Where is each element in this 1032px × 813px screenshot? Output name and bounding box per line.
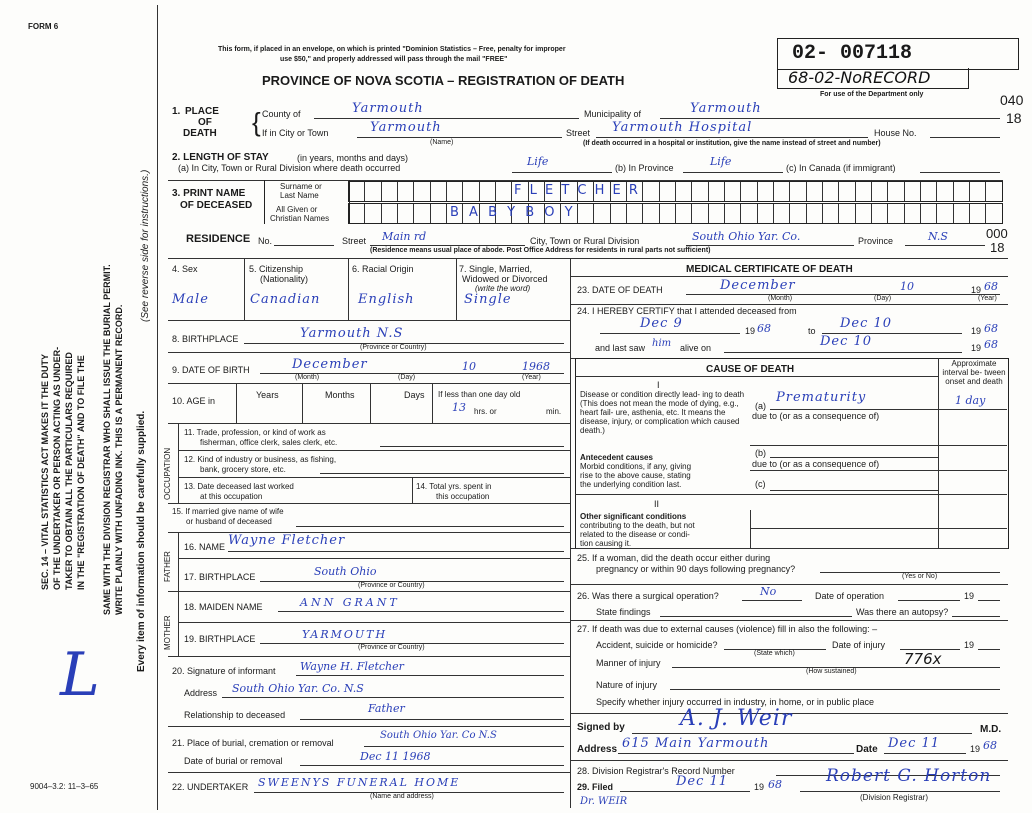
dod-label: 23. DATE OF DEATH bbox=[577, 285, 663, 295]
marital-value: Single bbox=[464, 292, 512, 307]
md-label: M.D. bbox=[980, 724, 1002, 735]
dob-year: 1968 bbox=[522, 360, 550, 373]
racial-label: 6. Racial Origin bbox=[352, 264, 414, 274]
sex-label: 4. Sex bbox=[172, 264, 198, 274]
deceased-label-1: 3. PRINT NAME bbox=[172, 188, 246, 199]
item-14-line-1: 14. Total yrs. spent in bbox=[416, 482, 492, 491]
left-margin-mark: L bbox=[60, 640, 100, 710]
citizenship-value: Canadian bbox=[250, 292, 321, 307]
municipality-label: Municipality of bbox=[584, 109, 642, 119]
sign-year: 68 bbox=[983, 739, 997, 752]
attended-from-year: 68 bbox=[757, 322, 771, 335]
q27-label: 27. If death was due to external causes (violence) fill in also the following: – bbox=[577, 624, 878, 634]
injury-code: 776x bbox=[904, 650, 942, 668]
q29-label: 29. Filed bbox=[577, 782, 614, 792]
sign-year-prefix: 19 bbox=[970, 744, 981, 754]
margin-code-1: 040 bbox=[1000, 92, 1024, 108]
item-14-line-2: this occupation bbox=[436, 492, 490, 501]
burial-date-label: Date of burial or removal bbox=[184, 756, 283, 766]
nature-label: Nature of injury bbox=[596, 680, 658, 690]
registration-number: 02- 007118 bbox=[792, 42, 913, 65]
birthplace-value: Yarmouth N.S bbox=[300, 326, 404, 341]
residence-province-value: N.S bbox=[928, 230, 948, 243]
dod-day-caption: (Day) bbox=[874, 295, 892, 302]
residence-label: RESIDENCE bbox=[186, 233, 251, 245]
age-min-label: min. bbox=[546, 407, 562, 416]
cause-heading: CAUSE OF DEATH bbox=[706, 364, 795, 375]
from-year-prefix: 19 bbox=[745, 326, 756, 336]
alive-year: 68 bbox=[984, 338, 998, 351]
dob-month-caption: (Month) bbox=[295, 374, 320, 381]
attended-from-value: Dec 9 bbox=[640, 316, 683, 331]
age-days-label: Days bbox=[404, 390, 425, 400]
autopsy-label: Was there an autopsy? bbox=[856, 607, 949, 617]
dob-label: 9. DATE OF BIRTH bbox=[172, 365, 250, 375]
to-label: to bbox=[808, 326, 816, 336]
birthplace-caption: (Province or Country) bbox=[360, 344, 427, 351]
mother-birthplace-label: 19. BIRTHPLACE bbox=[184, 634, 256, 644]
sidebar-text-5: SAME WITH THE DIVISION REGISTRAR WHO SHALL ISSUE THE BURIAL PERMIT. bbox=[102, 264, 112, 615]
item-13-line-1: 13. Date deceased last worked bbox=[184, 482, 294, 491]
margin-code-4: 18 bbox=[990, 240, 1005, 255]
attended-to-year: 68 bbox=[984, 322, 998, 335]
q26-label: 26. Was there a surgical operation? bbox=[577, 591, 719, 601]
mother-name-value: ANN GRANT bbox=[300, 596, 400, 609]
age-less-label: If less than one day old bbox=[438, 390, 521, 399]
alive-on-label: alive on bbox=[680, 343, 712, 353]
maiden-name-label: 18. MAIDEN NAME bbox=[184, 602, 263, 612]
city-value: Yarmouth bbox=[370, 120, 442, 135]
given-name-value: B A B Y B O Y bbox=[450, 205, 576, 220]
print-code: 9004–3.2: 11–3–65 bbox=[30, 782, 99, 791]
deceased-label-2: OF DECEASED bbox=[180, 200, 253, 211]
hospital-note: (If death occurred in a hospital or institution, give the name instead of street and number) bbox=[583, 140, 881, 147]
father-birthplace-caption: (Province or Country) bbox=[358, 582, 425, 589]
undertaker-value: SWEENYS FUNERAL HOME bbox=[258, 776, 461, 789]
undertaker-label: 22. UNDERTAKER bbox=[172, 782, 249, 792]
injury-year-prefix: 19 bbox=[964, 640, 975, 650]
cause-b-label: (b) bbox=[755, 448, 766, 458]
citizenship-label-2: (Nationality) bbox=[260, 274, 309, 284]
to-year-prefix: 19 bbox=[971, 326, 982, 336]
dod-day: 10 bbox=[900, 280, 914, 293]
given-label-1: All Given or bbox=[276, 205, 318, 214]
informant-address-label: Address bbox=[184, 688, 218, 698]
burial-date-value: Dec 11 1968 bbox=[360, 750, 431, 763]
place-num: 1. bbox=[172, 106, 181, 117]
mother-birthplace-caption: (Province or Country) bbox=[358, 644, 425, 651]
margin-code-2: 18 bbox=[1006, 110, 1022, 126]
residence-no-label: No. bbox=[258, 236, 273, 246]
sidebar-text-8: (See reverse side for instructions.) bbox=[140, 169, 151, 322]
father-birthplace-label: 17. BIRTHPLACE bbox=[184, 572, 256, 582]
street-value: Yarmouth Hospital bbox=[612, 120, 753, 135]
dod-month-caption: (Month) bbox=[768, 295, 793, 302]
op-date-label: Date of operation bbox=[815, 591, 885, 601]
residence-street-label: Street bbox=[342, 236, 367, 246]
q26-value: No bbox=[760, 585, 777, 598]
burial-place-value: South Ohio Yar. Co N.S bbox=[380, 730, 497, 741]
residence-city-label: City, Town or Rural Division bbox=[530, 236, 640, 246]
marital-label-3: (write the word) bbox=[475, 284, 531, 293]
sidebar-text-3: TAKER TO OBTAIN ALL THE PARTICULARS REQUIRED bbox=[64, 352, 74, 590]
disease-label: Disease or condition directly lead- ing to death (This does not mean the mode of dying, e.g., heart fail- ure, asthenia, etc. It means the disease, injury, or complication which caused death.) bbox=[580, 390, 745, 435]
alive-year-prefix: 19 bbox=[971, 343, 982, 353]
sidebar-text-7: Every item of information should be carefully supplied. bbox=[136, 410, 147, 672]
stay-c-label: (c) In Canada (if immigrant) bbox=[786, 163, 896, 173]
father-name-label: 16. NAME bbox=[184, 542, 226, 552]
cause-a-interval: 1 day bbox=[955, 394, 986, 407]
item-12-line-1: 12. Kind of industry or business, as fishing, bbox=[184, 455, 337, 464]
form-number: FORM 6 bbox=[28, 22, 59, 31]
cause-a-label: (a) bbox=[755, 401, 766, 411]
city-label: If in City or Town bbox=[262, 128, 329, 138]
sidebar-text-4: IN THE "REGISTRATION OF DEATH" AND TO FILE THE bbox=[76, 355, 86, 590]
cause-c-label: (c) bbox=[755, 479, 766, 489]
due-to-1: due to (or as a consequence of) bbox=[752, 411, 880, 421]
surname-value: F L E T C H E R bbox=[514, 183, 640, 198]
form-title: PROVINCE OF NOVA SCOTIA – REGISTRATION OF DEATH bbox=[262, 73, 625, 88]
medical-heading: MEDICAL CERTIFICATE OF DEATH bbox=[686, 264, 853, 275]
department-use-note: For use of the Department only bbox=[820, 91, 924, 98]
signed-by-label: Signed by bbox=[577, 722, 625, 733]
stay-b-label: (b) In Province bbox=[615, 163, 674, 173]
accident-label: Accident, suicide or homicide? bbox=[596, 640, 718, 650]
surname-label-2: Last Name bbox=[280, 191, 319, 200]
due-to-2: due to (or as a consequence of) bbox=[752, 459, 880, 469]
q25-line-2: pregnancy or within 90 days following pregnancy? bbox=[596, 564, 796, 574]
yes-no-caption: (Yes or No) bbox=[902, 573, 938, 580]
stay-a-label: (a) In City, Town or Rural Division where death occurred bbox=[178, 163, 401, 173]
father-birthplace-value: South Ohio bbox=[314, 565, 377, 578]
residence-province-label: Province bbox=[858, 236, 894, 246]
specify-label: Specify whether injury occurred in industry, in home, or in public place bbox=[596, 697, 874, 707]
filed-date-value: Dec 11 bbox=[676, 774, 729, 789]
street-label: Street bbox=[566, 128, 591, 138]
dob-day: 10 bbox=[462, 360, 476, 373]
marital-label-1: 7. Single, Married, bbox=[459, 264, 533, 274]
q28-label: 28. Division Registrar's Record Number bbox=[577, 766, 735, 776]
burial-label: 21. Place of burial, cremation or removal bbox=[172, 738, 334, 748]
residence-street-value: Main rd bbox=[382, 230, 427, 243]
given-label-2: Christian Names bbox=[270, 214, 330, 223]
citizenship-label-1: 5. Citizenship bbox=[249, 264, 304, 274]
op-year-prefix: 19 bbox=[964, 591, 975, 601]
physician-address-label: Address bbox=[577, 744, 618, 755]
registrar-signature: Robert G. Horton bbox=[826, 766, 992, 786]
surname-label-1: Surname or bbox=[280, 182, 322, 191]
state-which-caption: (State which) bbox=[754, 650, 795, 657]
relationship-label: Relationship to deceased bbox=[184, 710, 286, 720]
item-15-line-2: or husband of deceased bbox=[186, 517, 272, 526]
last-saw-label: and last saw bbox=[595, 343, 646, 353]
place-label-2: OF bbox=[198, 117, 212, 128]
occupation-side-label: OCCUPATION bbox=[163, 447, 172, 500]
sidebar-text-2: OF THE UNDERTAKER OR PERSON ACTING AS UNDER- bbox=[52, 346, 62, 590]
item-12-line-2: bank, grocery store, etc. bbox=[200, 465, 286, 474]
dob-year-caption: (Year) bbox=[522, 374, 541, 381]
father-side-label: FATHER bbox=[163, 551, 172, 582]
physician-address-value: 615 Main Yarmouth bbox=[622, 736, 770, 751]
stay-b-value: Life bbox=[710, 155, 732, 168]
manner-label: Manner of injury bbox=[596, 658, 661, 668]
stay-label: 2. LENGTH OF STAY bbox=[172, 152, 269, 163]
how-sustained-caption: (How sustained) bbox=[806, 668, 857, 675]
birthplace-label: 8. BIRTHPLACE bbox=[172, 334, 239, 344]
informant-signature: Wayne H. Fletcher bbox=[300, 660, 404, 673]
dob-day-caption: (Day) bbox=[398, 374, 416, 381]
given-name-grid bbox=[348, 203, 1003, 224]
dod-year-caption: (Year) bbox=[978, 295, 997, 302]
physician-signature: A. J. Weir bbox=[680, 706, 793, 731]
filed-year-prefix: 19 bbox=[754, 782, 765, 792]
mother-side-label: MOTHER bbox=[163, 615, 172, 650]
name-caption: (Name) bbox=[430, 139, 454, 146]
age-months-label: Months bbox=[325, 390, 355, 400]
interval-label: Approximate interval be- tween onset and death bbox=[942, 359, 1006, 386]
alive-on-value: Dec 10 bbox=[820, 334, 873, 349]
dod-year: 68 bbox=[984, 280, 998, 293]
sidebar-text-6: WRITE PLAINLY WITH UNFADING INK. THIS IS A PERMANENT RECORD. bbox=[114, 304, 124, 615]
relationship-value: Father bbox=[368, 702, 405, 715]
age-hours-value: 13 bbox=[452, 401, 466, 414]
county-label: County of bbox=[262, 109, 301, 119]
place-label-3: DEATH bbox=[183, 128, 217, 139]
residence-city-value: South Ohio Yar. Co. bbox=[692, 230, 801, 243]
q25-line-1: 25. If a woman, did the death occur either during bbox=[577, 553, 771, 563]
informant-address-value: South Ohio Yar. Co. N.S bbox=[232, 682, 364, 695]
age-hrs-label: hrs. or bbox=[474, 407, 497, 416]
sex-value: Male bbox=[172, 292, 209, 307]
dob-month: December bbox=[292, 357, 368, 372]
sign-date-value: Dec 11 bbox=[888, 736, 941, 751]
envelope-notice-line-1: This form, if placed in an envelope, on which is printed "Dominion Statistics – Free, penalty for improper bbox=[218, 46, 566, 53]
county-value: Yarmouth bbox=[352, 101, 424, 116]
margin-code-3: 000 bbox=[986, 226, 1008, 241]
place-label-1: PLACE bbox=[185, 106, 219, 117]
dod-month: December bbox=[720, 278, 796, 293]
racial-value: English bbox=[358, 292, 415, 307]
sign-date-label: Date bbox=[856, 744, 878, 755]
item-13-line-2: at this occupation bbox=[200, 492, 263, 501]
stay-sub: (in years, months and days) bbox=[297, 153, 409, 163]
age-label: 10. AGE in bbox=[172, 396, 216, 406]
item-11-line-1: 11. Trade, profession, or kind of work as bbox=[184, 428, 326, 437]
item-15-line-1: 15. If married give name of wife bbox=[172, 507, 284, 516]
house-no-label: House No. bbox=[874, 128, 917, 138]
findings-label: State findings bbox=[596, 607, 651, 617]
envelope-notice-line-2: use $50," and properly addressed will pass through the mail "FREE" bbox=[280, 56, 508, 63]
registrar-caption: (Division Registrar) bbox=[860, 793, 929, 802]
sidebar-text-1: SEC. 14 – VITAL STATISTICS ACT MAKES IT THE DUTY bbox=[40, 353, 50, 590]
marital-label-2: Widowed or Divorced bbox=[462, 274, 548, 284]
last-saw-value: him bbox=[652, 338, 672, 349]
undertaker-caption: (Name and address) bbox=[370, 793, 434, 800]
surname-grid bbox=[348, 181, 1003, 202]
certify-label: 24. I HEREBY CERTIFY that I attended deceased from bbox=[577, 306, 797, 316]
dod-year-prefix: 19 bbox=[971, 285, 982, 295]
residence-note: (Residence means usual place of abode. Post Office Address for residents in rural parts not sufficient) bbox=[370, 247, 711, 254]
cause-roman-1: I bbox=[657, 380, 660, 390]
attended-to-value: Dec 10 bbox=[840, 316, 893, 331]
doctor-note: Dr. WEIR bbox=[580, 796, 628, 807]
municipality-value: Yarmouth bbox=[690, 101, 762, 116]
item-11-line-2: fisherman, office clerk, sales clerk, etc. bbox=[200, 438, 338, 447]
informant-label: 20. Signature of informant bbox=[172, 666, 276, 676]
stay-a-value: Life bbox=[527, 155, 549, 168]
cause-roman-2: II bbox=[654, 499, 660, 509]
father-name-value: Wayne Fletcher bbox=[228, 533, 346, 548]
injury-date-label: Date of injury bbox=[832, 640, 886, 650]
age-years-label: Years bbox=[256, 390, 279, 400]
cause-a-value: Prematurity bbox=[776, 390, 867, 405]
filed-year: 68 bbox=[768, 778, 782, 791]
mother-birthplace-value: YARMOUTH bbox=[302, 628, 388, 641]
department-code: 68-02-NoRECORD bbox=[788, 68, 931, 87]
